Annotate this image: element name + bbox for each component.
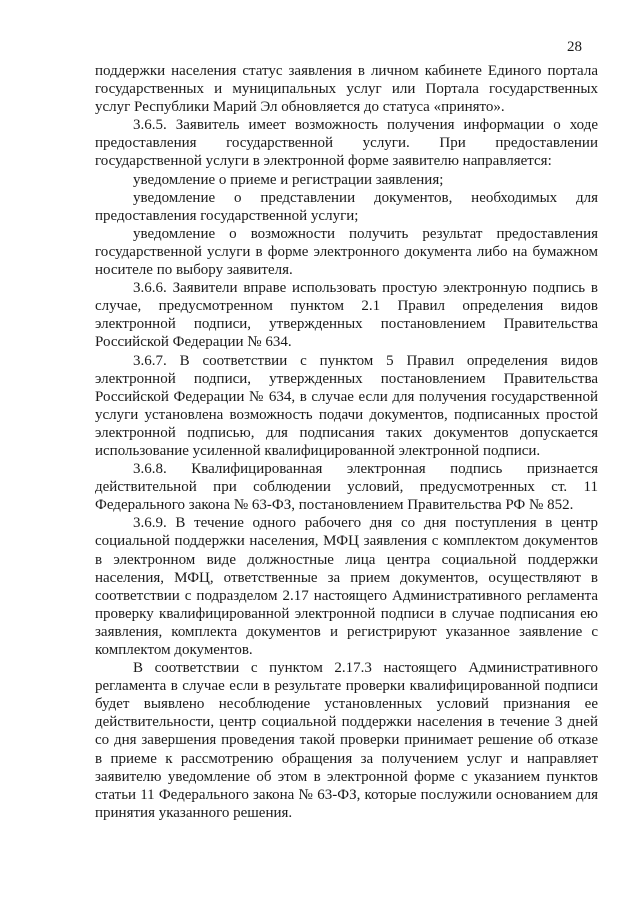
list-item-notification-result: уведомление о возможности получить результат предоставления государственной услуги в форме электронного документа либо на бумажном носителе по выбору заявителя. (95, 225, 598, 279)
document-body (95, 62, 598, 822)
paragraph-3-6-5: 3.6.5. Заявитель имеет возможность получения информации о ходе предоставления государственной услуги. При предоставлении государственной услуги в электронной форме заявителю направляется: (95, 117, 598, 170)
paragraph-3-6-8: 3.6.8. Квалифицированная электронная подпись признается действительной при соблюдении условий, предусмотренных ст. 11 Федерального закона № 63-ФЗ, постановлением Правительства РФ № 852. (95, 461, 598, 514)
paragraph-3-6-9: 3.6.9. В течение одного рабочего дня со дня поступления в центр социальной поддержки населения, МФЦ заявления с комплектом документов в электронном виде должностные лица центра социальной поддержки населения, МФЦ, ответственные за прием документов, осуществляют в соответствии с подразделом 2.17 настоящего Административного регламента проверку квалифицированной электронной подписи в случае подписания ею заявления, комплекта документов и регистрируют указанное заявление с комплектом документов. (95, 515, 598, 658)
paragraph-3-6-7: 3.6.7. В соответствии с пунктом 5 Правил определения видов электронной подписи, утвержденных постановлением Правительства Российской Федерации № 634, в случае если для получения государственной услуги установлена возможность подачи документов, подписанных простой электронной подписью, для подписания таких документов допускается использование усиленной квалифицированной электронной подписи. (95, 352, 598, 459)
list-item-notification-receipt: уведомление о приеме и регистрации заявления; (133, 171, 444, 188)
list-item-notification-documents: уведомление о представлении документов, необходимых для предоставления государственной услуги; (95, 189, 598, 224)
paragraph-3-6-6: 3.6.6. Заявители вправе использовать простую электронную подпись в случае, предусмотренном пунктом 2.1 Правил определения видов электронной подписи, утвержденных постановлением Правительства Российской Федерации № 634. (95, 280, 598, 351)
page-number: 28 (567, 39, 582, 55)
paragraph-2-17-3-reference: В соответствии с пунктом 2.17.3 настоящего Административного регламента в случае если в результате проверки квалифицированной подписи будет выявлено несоблюдение установленных условий признания ее действительности, центр социальной поддержки населения в течение 3 дней со дня завершения проведения такой проверки принимает решение об отказе в приеме к рассмотрению обращения за получением услуг и направляет заявителю уведомление об этом в электронной форме с указанием пунктов статьи 11 Федерального закона № 63-ФЗ, которые послужили основанием для принятия указанного решения. (95, 660, 598, 821)
paragraph-continuation: поддержки населения статус заявления в личном кабинете Единого портала государственных и муниципальных услуг или Портала государственных услуг Республики Марий Эл обновляется до статуса «принято». (95, 63, 598, 116)
